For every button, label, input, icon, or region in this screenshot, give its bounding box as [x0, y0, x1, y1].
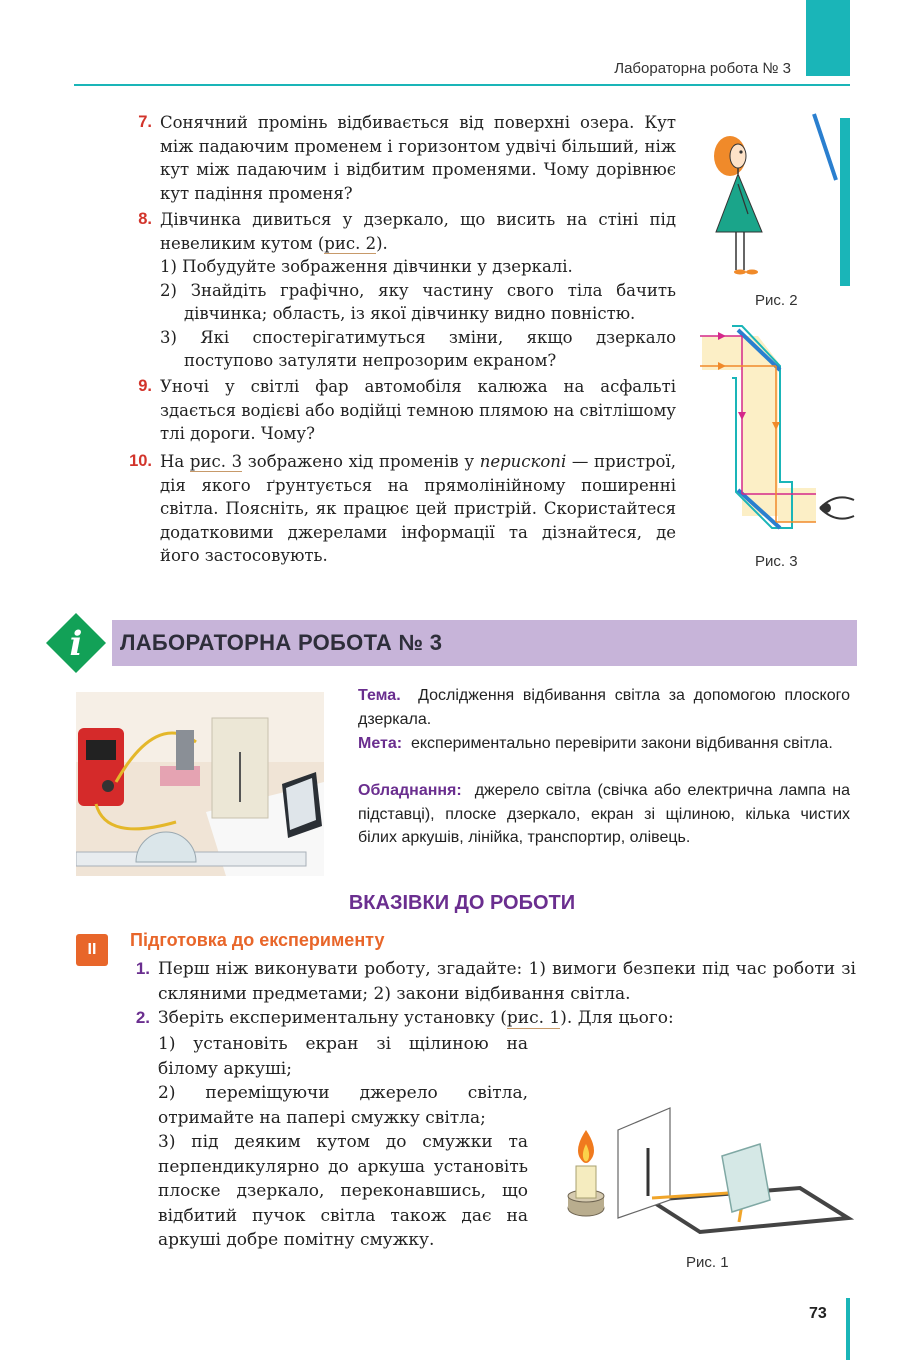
page-number: 73 [809, 1305, 827, 1322]
page-accent-bar [846, 1298, 850, 1360]
lab-title: ЛАБОРАТОРНА РОБОТА № 3 [120, 630, 443, 655]
slit-screen [618, 1108, 670, 1218]
exercise-number: 9. [138, 377, 152, 395]
substep-2: 2) переміщуючи джерело світла, отримайте на папері смужку світла; [158, 1083, 528, 1128]
exercise-7 [120, 111, 676, 205]
step-text: Зберіть експериментальну установку (рис. 1). Для цього: [158, 1008, 674, 1028]
lab-equipment-photo [76, 692, 324, 876]
stage-badge: II [76, 934, 108, 966]
figure-1-setup [564, 1100, 854, 1240]
exercise-8 [120, 208, 676, 373]
exercise-number: 7. [138, 113, 152, 131]
figure-3-periscope [698, 322, 858, 534]
figure-2-caption: Рис. 2 [755, 292, 798, 309]
exercise-subitem: 1) Побудуйте зображення дівчинки у дзеркалі. [160, 257, 573, 276]
instructions-title: ВКАЗІВКИ ДО РОБОТИ [348, 892, 576, 914]
step-2 [120, 1006, 856, 1031]
svg-text:i: i [69, 624, 83, 664]
exercise-10 [120, 450, 676, 568]
figure-2-girl-mirror [700, 104, 860, 288]
substep-3: 3) під деяким кутом до смужки та перпендикулярно до аркуша установіть плоске дзеркало, переконавшись, що відбитий пучок світла також дає на аркуші добре помітну смужку. [158, 1132, 528, 1250]
running-head: Лабораторна робота № 3 [614, 60, 791, 77]
figure-reference-link[interactable]: рис. 3 [189, 452, 243, 471]
exercise-9 [120, 375, 676, 446]
lower-beam [778, 488, 816, 522]
lab-goal: Мета: експериментально перевірити закони відбивання світла. [358, 735, 833, 752]
figure-3-caption: Рис. 3 [755, 553, 798, 570]
mirror [814, 114, 836, 180]
step-number: 1. [135, 959, 150, 978]
girl-icon [714, 136, 762, 275]
candle-icon [568, 1130, 604, 1216]
step-text: Перш ніж виконувати роботу, згадайте: 1) вимоги безпеки під час роботи зі скляними предметами; 2) закони відбивання світла. [158, 959, 856, 1004]
exercise-text: Сонячний промінь відбивається від поверхні озера. Кут між падаючим променем і горизонтом удвічі більший, ніж кут між падаючим і відбитим променями. Чому дорівнює кут падіння променя? [160, 113, 676, 203]
header-accent-tab [806, 0, 850, 76]
substep-1: 1) установіть екран зі щілиною на білому аркуші; [158, 1034, 528, 1079]
info-icon [44, 611, 108, 675]
figure-reference-link[interactable]: рис. 1 [506, 1008, 561, 1028]
exercise-number: 8. [138, 210, 152, 228]
header-rule [74, 84, 850, 86]
stage-title: Підготовка до експерименту [130, 930, 385, 950]
eye-icon [820, 497, 854, 518]
exercise-subitem: 2) Знайдіть графічно, яку частину свого тіла бачить дівчинка; область, із якої дівчинку видно повністю. [160, 280, 676, 323]
exercise-text: Дівчинка дивиться у дзеркало, що висить на стіні під невеликим кутом (рис. 2). [160, 210, 676, 253]
lab-topic: Тема. Дослідження відбивання світла за допомогою плоского дзеркала. [358, 687, 851, 728]
figure-1-caption: Рис. 1 [686, 1254, 729, 1271]
exercise-text: Уночі у світлі фар автомобіля калюжа на асфальті здається водієві або водійці темною плямою на світлішому тлі дороги. Чому? [160, 377, 676, 443]
exercise-number: 10. [129, 452, 152, 470]
exercise-text: На рис. 3 зображено хід променів у перископі — пристрої, дія якого ґрунтується на прямолінійному поширенні світла. Поясніть, як працює цей пристрій. Скористайтеся додатковими джерелами інформації та дізнайтеся, де його застосовують. [160, 452, 676, 565]
wall [840, 118, 850, 286]
step-1 [120, 957, 856, 1006]
step-number: 2. [135, 1008, 150, 1027]
exercise-subitem: 3) Які спостерігатимуться зміни, якщо дзеркало поступово затуляти непрозорим екраном? [160, 327, 676, 370]
figure-reference-link[interactable]: рис. 2 [324, 233, 377, 253]
lab-equipment: Обладнання: джерело світла (свічка або електрична лампа на підставці), плоске дзеркало, екран зі щілиною, кілька чистих білих аркушів, лінійка, транспортир, олівець. [358, 782, 850, 846]
